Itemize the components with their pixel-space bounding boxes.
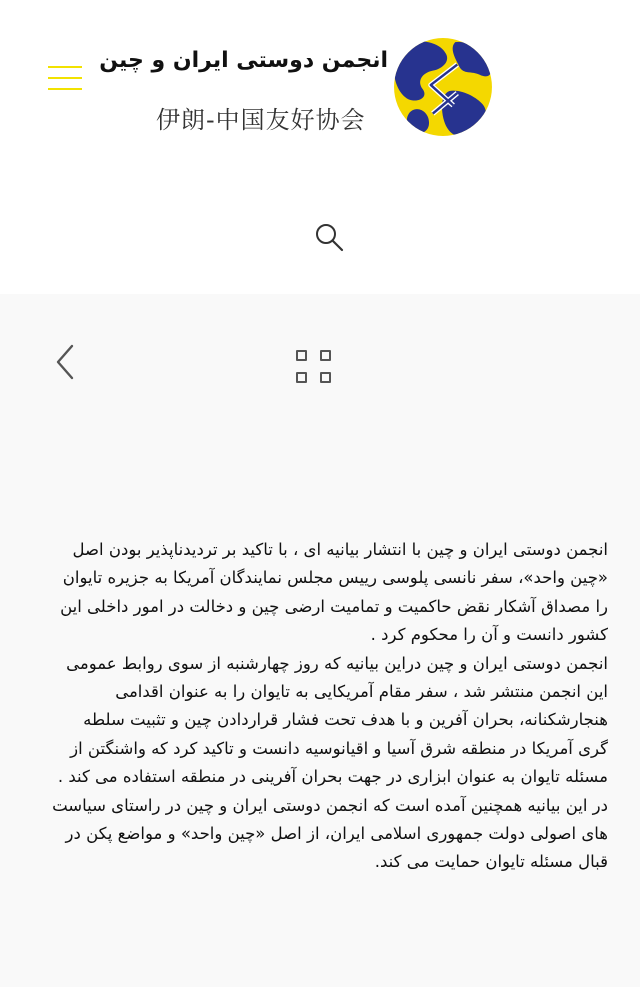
grid-cell [320, 372, 331, 383]
article-body [48, 536, 608, 877]
search-icon[interactable] [314, 222, 344, 252]
grid-cell [296, 350, 307, 361]
grid-icon[interactable] [296, 350, 338, 390]
hamburger-menu-icon[interactable] [48, 64, 82, 94]
site-logo[interactable] [99, 34, 500, 138]
article-paragraph-2: انجمن دوستی ایران و چین دراین بیانیه که روز چهارشنبه از سوی روابط عمومی این انجمن منتشر شد ، سفر مقام آمریکایی به تایوان را به عنوان اقدامی هنجارشکنانه، بحران آفرین و با هدف تحت فشار قراردادن چین و تثبیت سلطه گری آمریکا در منطقه شرق آسیا و اقیانوسیه دانست و تاکید کرد که واشنگتن از مسئله تایوان به عنوان ابزاری در جهت بحران آفرینی در منطقه استفاده می کند . [57, 653, 608, 787]
article-paragraph-1: انجمن دوستی ایران و چین با انتشار بیانیه ای ، با تاکید بر تردیدناپذیر بودن اصل «چین واحد»، سفر نانسی پلوسی رییس مجلس نمایندگان آمریکا به جزیره تایوان را مصداق آشکار نقض حاکمیت و تمامیت ارضی چین و دخالت در امور داخلی این کشور دانست و آن را محکوم کرد . [60, 540, 608, 645]
grid-cell [320, 350, 331, 361]
grid-cell [296, 372, 307, 383]
site-header [0, 0, 640, 294]
article-area [0, 294, 640, 987]
logo-title-chinese: 伊朗-中国友好协会 [156, 106, 366, 134]
menu-bar-bottom [48, 88, 82, 90]
menu-bar-top [48, 66, 82, 68]
chevron-left-icon[interactable] [52, 342, 82, 382]
globe-emblem-icon [392, 36, 494, 138]
logo-title-persian: انجمن دوستی ایران و چین [99, 48, 388, 73]
article-paragraph-3: در این بیانیه همچنین آمده است که انجمن دوستی ایران و چین در راستای سیاست های اصولی دولت جمهوری اسلامی ایران، از اصل «چین واحد» و مواضع پکن در قبال مسئله تایوان حمایت می کند. [52, 795, 608, 872]
menu-bar-middle [48, 77, 82, 79]
